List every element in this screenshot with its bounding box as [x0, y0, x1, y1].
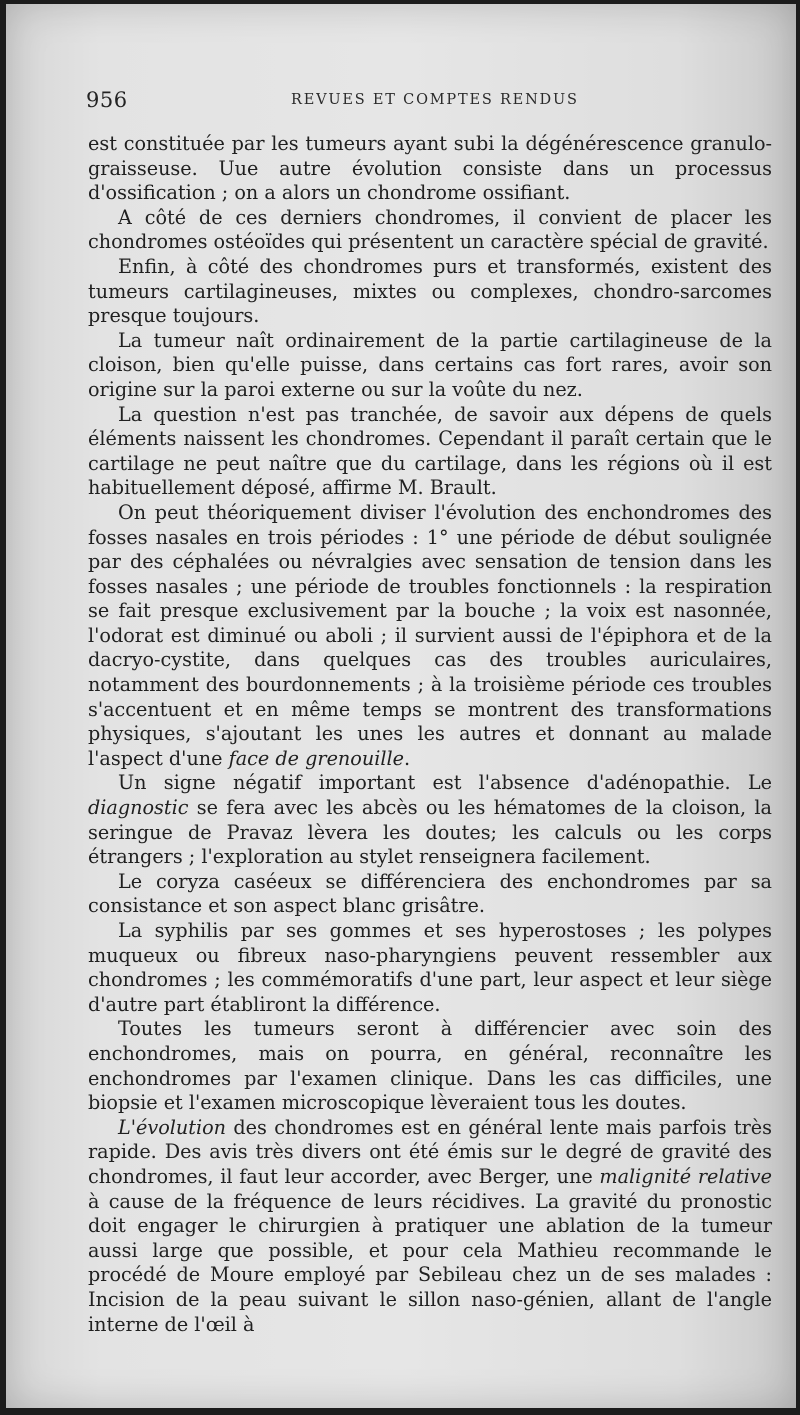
text-run: Un signe négatif important est l'absence d'adénopathie. Le: [118, 771, 772, 795]
paragraph: Toutes les tumeurs seront à différencier avec soin des enchondromes, mais on pourra, en général, reconnaître les enchondromes par l'examen clinique. Dans les cas difficiles, une biopsie et l'examen microscopique lèveraient tous les doutes.: [88, 1017, 772, 1115]
italic-phrase: L'évolution: [118, 1115, 227, 1139]
text-run: à cause de la fréquence de leurs récidives. La gravité du pronostic doit engager le chirurgien à pratiquer une ablation de la tumeur aussi large que possible, et pour cela Mathieu recommande le procédé de Moure employé par Sebileau chez un de ses malades : Incision de la peau suivant le sillon naso-génien, allant de l'angle interne de l'œil à: [88, 1189, 772, 1336]
book-page: [6, 4, 796, 1408]
paragraph: [88, 501, 772, 772]
paragraph: La tumeur naît ordinairement de la partie cartilagineuse de la cloison, bien qu'elle puisse, dans certains cas fort rares, avoir son origine sur la paroi externe ou sur la voûte du nez.: [88, 328, 772, 401]
paragraph: Enfin, à côté des chondromes purs et transformés, existent des tumeurs cartilagineuses, mixtes ou complexes, chondro-sarcomes presque toujours.: [88, 254, 772, 328]
italic-phrase: diagnostic: [88, 796, 189, 820]
italic-phrase: face de grenouille: [228, 746, 404, 770]
italic-phrase: malignité relative: [599, 1164, 773, 1188]
text-run: .: [403, 746, 411, 770]
paragraph: [88, 1116, 772, 1337]
page-number: 956: [86, 88, 128, 112]
paragraph: La syphilis par ses gommes et ses hyperostoses ; les polypes muqueux ou fibreux naso-pharyngiens peuvent ressembler aux chondromes ; les commémoratifs d'une part, leur aspect et leur siège d'autre part établiront la différence.: [88, 919, 772, 1016]
paragraph: [88, 771, 772, 869]
running-head: REVUES ET COMPTES RENDUS: [291, 92, 579, 108]
paragraph: est constituée par les tumeurs ayant subi la dégénérescence granulo-graisseuse. Uue autre évolution consiste dans un processus d'ossification ; on a alors un chondrome ossifiant.: [88, 132, 772, 205]
text-run: On peut théoriquement diviser l'évolution des enchondromes des fosses nasales en trois périodes : 1° une période de début soulignée par des céphalées ou névralgies avec sensation de tension dans les fosses nasales ; une période de troubles fonctionnels : la respiration se fait presque exclusivement par la bouche ; la voix est nasonnée, l'odorat est diminué ou aboli ; il survient aussi de l'épiphora et de la dacryo-cystite, dans quelques cas des troubles auriculaires, notamment des bourdonnements ; à la troisième période ces troubles s'accentuent et en même temps se montrent des transformations physiques, s'ajoutant les unes les autres et donnant au malade l'aspect d'une: [88, 500, 772, 770]
paragraph: A côté de ces derniers chondromes, il convient de placer les chondromes ostéoïdes qui présentent un caractère spécial de gravité.: [88, 205, 772, 254]
text-run: des chondromes est en général lente mais parfois très rapide. Des avis très divers ont été émis sur le degré de gravité des chondromes, il faut leur accorder, avec Berger, une: [88, 1115, 772, 1188]
paragraph: Le coryza caséeux se différenciera des enchondromes par sa consistance et son aspect blanc grisâtre.: [88, 869, 772, 918]
paragraph: La question n'est pas tranchée, de savoir aux dépens de quels éléments naissent les chondromes. Cependant il paraît certain que le cartilage ne peut naître que du cartilage, dans les régions où il est habituellement déposé, affirme M. Brault.: [88, 402, 772, 500]
text-run: se fera avec les abcès ou les hématomes de la cloison, la seringue de Pravaz lèvera les doutes; les calculs ou les corps étrangers ; l'exploration au stylet renseignera facilement.: [88, 796, 772, 869]
page-body: [88, 132, 772, 1337]
